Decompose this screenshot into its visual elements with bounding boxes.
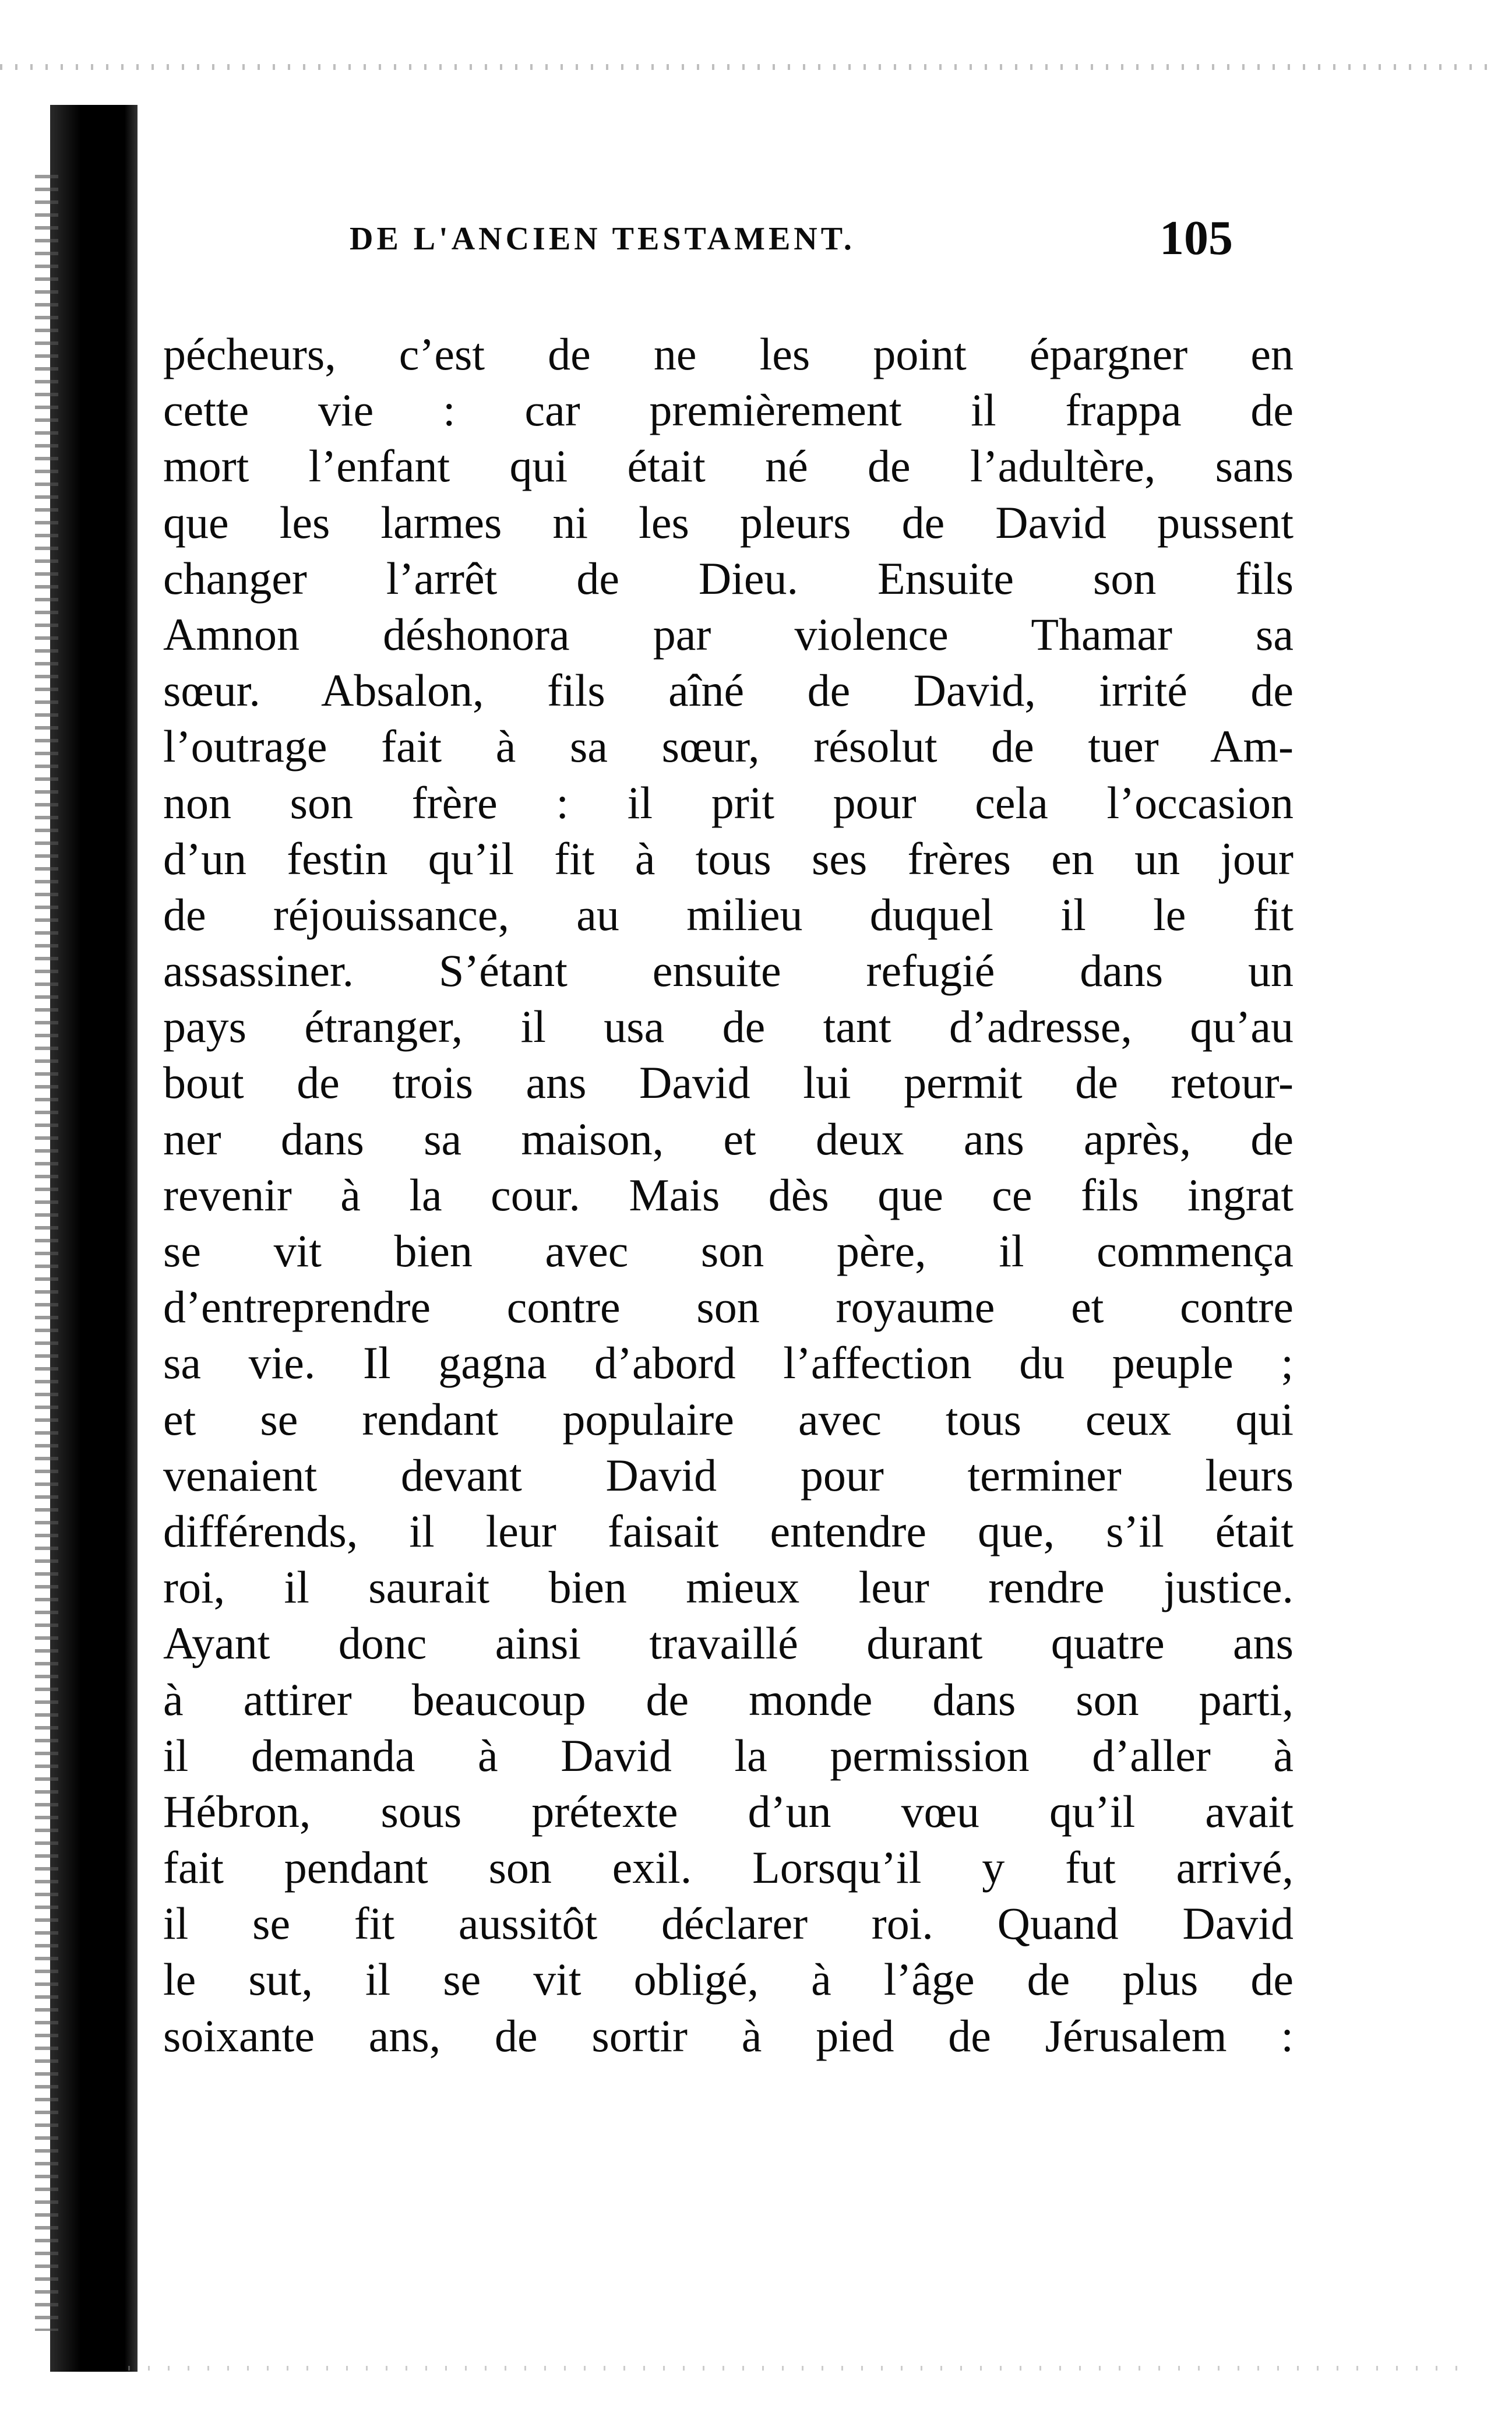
text-line: d’entreprendre contre son royaume et contre [163,1281,1294,1333]
text-line: se vit bien avec son père, il commença [163,1225,1294,1276]
text-line: mort l’enfant qui était né de l’adultère, sans [163,441,1294,492]
text-line: sœur. Absalon, fils aîné de David, irrité de [163,665,1294,716]
text-line: différends, il leur faisait entendre que, s’il était [163,1505,1294,1556]
text-line: pécheurs, c’est de ne les point épargner en [163,329,1294,379]
running-title: DE L'ANCIEN TESTAMENT. [350,221,855,257]
text-line: d’un festin qu’il fit à tous ses frères en un jour [163,833,1294,884]
text-line: non son frère : il prit pour cela l’occasion [163,777,1294,828]
scan-noise-top [0,64,1492,70]
page-number: 105 [1159,211,1233,265]
text-line: assassiner. S’étant ensuite refugié dans un [163,945,1294,996]
scan-noise-bottom [128,2366,1468,2371]
text-line: il demanda à David la permission d’aller à [163,1730,1294,1781]
text-line: sa vie. Il gagna d’abord l’affection du peuple ; [163,1337,1294,1389]
text-line: pays étranger, il usa de tant d’adresse, qu’au [163,1001,1294,1052]
text-line: de réjouissance, au milieu duquel il le fit [163,889,1294,940]
text-line: cette vie : car premièrement il frappa de [163,385,1294,436]
page-body-text [163,326,1294,2064]
text-line: revenir à la cour. Mais dès que ce fils ingrat [163,1169,1294,1220]
text-line: bout de trois ans David lui permit de retour- [163,1057,1294,1108]
text-line: roi, il saurait bien mieux leur rendre justice. [163,1562,1294,1613]
text-line: l’outrage fait à sa sœur, résolut de tuer Am- [163,721,1294,772]
text-line: le sut, il se vit obligé, à l’âge de plus de [163,1954,1294,2005]
text-line: fait pendant son exil. Lorsqu’il y fut arrivé, [163,1842,1294,1893]
text-line: soixante ans, de sortir à pied de Jérusalem : [163,2010,1294,2061]
text-line: et se rendant populaire avec tous ceux qui [163,1393,1294,1445]
text-line: ner dans sa maison, et deux ans après, de [163,1113,1294,1164]
text-line: il se fit aussitôt déclarer roi. Quand David [163,1898,1294,1949]
text-line: venaient devant David pour terminer leurs [163,1449,1294,1501]
text-line: Hébron, sous prétexte d’un vœu qu’il avait [163,1785,1294,1837]
text-line: Ayant donc ainsi travaillé durant quatre ans [163,1618,1294,1669]
text-line: Amnon déshonora par violence Thamar sa [163,608,1294,660]
text-line: à attirer beaucoup de monde dans son parti, [163,1674,1294,1725]
book-binding-edge [50,105,138,2372]
binding-shadow [35,175,58,2331]
text-line: changer l’arrêt de Dieu. Ensuite son fils [163,552,1294,604]
text-line: que les larmes ni les pleurs de David pussent [163,496,1294,548]
